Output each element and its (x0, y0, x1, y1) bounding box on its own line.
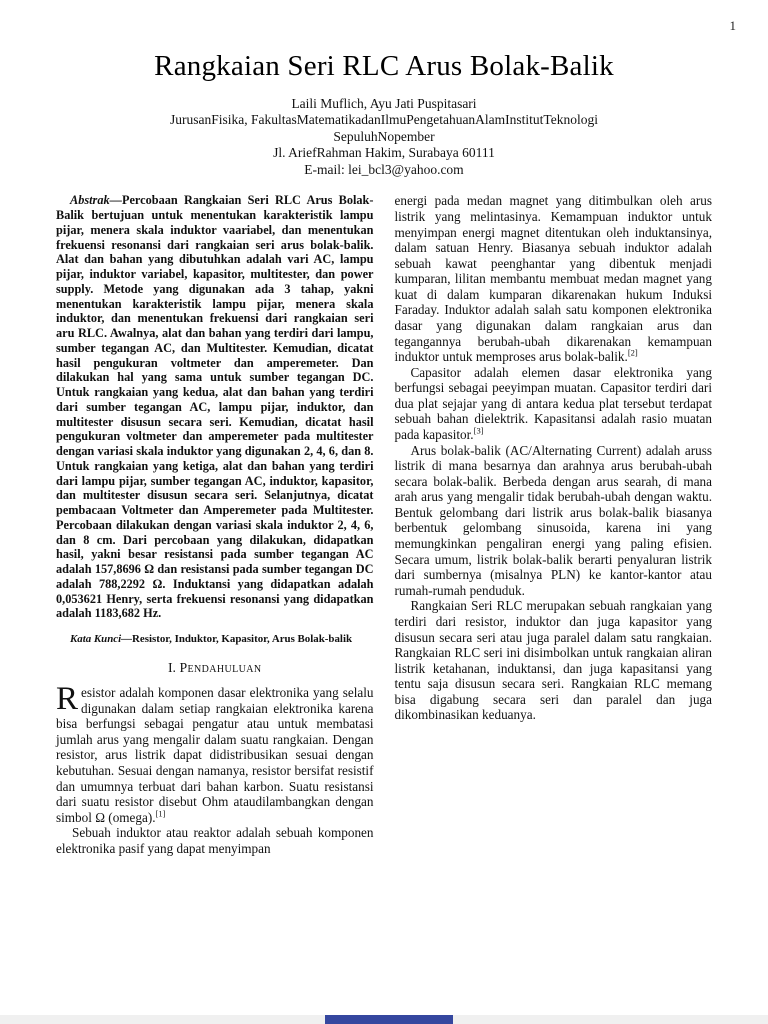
intro-paragraph-5-text: Rangkaian Seri RLC merupakan sebuah rangkaian yang terdiri dari resistor, induktor dan juga kapasitor yang disusun secara seri atau juga paralel dalam satu rangkaian. Rangkaian RLC seri ini disimbolkan untuk rangkaian aliran listrik ketahanan, induktansi, dan juga kapasitansi yang tentu saja disusun secara seri. Rangkaian RLC memang bisa digabung secara seri dan paralel dan juga dikombinasikan keduanya. (394, 598, 712, 723)
viewer-scrollbar-thumb[interactable] (325, 1015, 453, 1024)
email-line: E-mail: lei_bcl3@yahoo.com (304, 161, 464, 177)
address-line: Jl. AriefRahman Hakim, Surabaya 60111 (273, 145, 495, 161)
paper-title: Rangkaian Seri RLC Arus Bolak-Balik (154, 50, 614, 82)
two-column-body (0, 178, 768, 856)
intro-paragraph-3 (395, 365, 713, 443)
intro-paragraph-1-text: esistor adalah komponen dasar elektronika yang selalu digunakan dalam setiap rangkaian elektronika karena bisa berfungsi sebagai pengatur atau untuk membatasi jumlah arus yang mengalir dalam suatu rangkaian. Dengan resistor, arus listrik dapat didistribusikan sesuai dengan kebutuhan. Sesuai dengan namanya, resistor bersifat resistif dan umumnya terbuat dari bahan karbon. Suatu resistansi dari suatu resistor disebut Ohm ataudilambangkan dengan simbol Ω (omega). (56, 685, 374, 825)
intro-paragraph-4-text: Arus bolak-balik (AC/Alternating Current) adalah aruss listrik di mana besarnya dan arahnya arus berubah-ubah secara bolak-balik. Berbeda dengan arus searah, di mana arah arus yang mengalir tidak berubah-ubah dengan waktu. Bentuk gelombang dari listrik arus bolak-balik biasanya berbentuk gelombang sinusoida, karena ini yang memungkinkan pengaliran energi yang paling efisien. Secara umum, listrik bolak-balik berarti penyaluran listrik dari sumbernya (misalnya PLN) ke kantor-kantor atau rumah-rumah penduduk. (394, 442, 712, 598)
page-number: 1 (729, 18, 736, 33)
authors-line: Laili Muflich, Ayu Jati Puspitasari (291, 96, 477, 111)
citation-2: [2] (627, 347, 638, 358)
intro-paragraph-2 (56, 825, 374, 856)
affiliation-line-1: JurusanFisika, FakultasMatematikadanIlmuPengetahuanAlamInstitutTeknologi (170, 112, 598, 128)
column-left (56, 193, 374, 856)
intro-paragraph-2-continued (395, 193, 713, 364)
paper-header (0, 0, 768, 178)
intro-paragraph-1 (56, 681, 374, 825)
keywords-paragraph (56, 633, 374, 646)
citation-3: [3] (473, 425, 484, 436)
section-title: Pendahuluan (179, 660, 262, 676)
keywords-label: Kata Kunci— (70, 633, 133, 646)
abstract-text: Percobaan Rangkaian Seri RLC Arus Bolak-Balik bertujuan untuk menentukan karakteristik lampu pijar, menera skala induktor vaariabel, dan menentukan frekuensi resonansi dari rangkaian seri arus bolak-balik. Alat dan bahan yang dibutuhkan adalah vari AC, lampu pijar, induktor variabel, kapasitor, multitester, dan power supply. Metode yang digunakan ada 3 tahap, yakni menentukan karakteristik lampu pijar, menera skala induktor, dan menentukan frekuensi dari rangkaian seri aru RLC. Awalnya, alat dan bahan yang terdiri dari lampu, sumber tegangan AC, dan Multitester. Kemudian, dicatat hasil pengukuran voltmeter dan amperemeter. Dan dilakukan hal yang sama untuk sumber tegangan DC. Untuk rangkaian yang kedua, alat dan bahan yang terdiri dari sumber tegangan AC, lampu pijar, induktor, dan multitester disusun secara seri. Kemudian, dicatat hasil pengukuran voltmeter dan amperemeter pada multitester dengan variasi skala induktor yang digunakan 2, 4, 6, dan 8. Untuk rangkaian yang ketiga, alat dan bahan yang terdiri dari lampu pijar, sumber tegangan AC, induktor, kapasitor, dan multitester disusun secara seri. Selanjutnya, dicatat pembacaan Voltmeter dan Amperemeter pada Multitester. Percobaan dilakukan dengan variasi skala induktor 2, 4, 6, dan 8 cm. Dari percobaan yang dilakukan, didapatkan hasil, yakni besar resistansi pada sumber tegangan AC adalah 157,8696 Ω dan resistansi pada sumber tegangan DC adalah 788,2292 Ω. Induktansi yang didapatkan adalah 0,053621 Henry, serta frekuensi resonansi yang didapatkan adalah 1183,682 Hz. (56, 193, 374, 621)
drop-cap: R (56, 681, 79, 718)
section-heading-introduction (56, 660, 374, 676)
abstract-label: Abstrak— (70, 193, 122, 208)
citation-1: [1] (155, 808, 166, 819)
intro-paragraph-3-text: Capasitor adalah elemen dasar elektronika yang berfungsi sebagai peeyimpan muatan. Capasitor terdiri dari dua plat sejajar yang di antara kedua plat tersebut terdapat sebuah bahan dielektrik. Kapasitansi adalah rasio muatan pada kapasitor. (394, 364, 712, 443)
column-right (395, 193, 713, 856)
intro-paragraph-4 (395, 443, 713, 599)
intro-paragraph-5 (395, 598, 713, 723)
intro-paragraph-2-continued-text: energi pada medan magnet yang ditimbulkan oleh arus listrik yang melintasinya. Kemampuan induktor untuk menyimpan energi magnet ditentukan oleh induktansinya, dalam satuan Henry. Biasanya sebuah induktor adalah sebuah kawat peenghantar yang dibentuk menjadi kumparan, lilitan membantu membuat medan magnet yang kuat di dalam kumparan dikarenakan hukum Induksi Faraday. Induktor adalah salah satu komponen elektronika dasar yang digunakan dalam rangkaian arus dan tegangannya berubah-ubah dikarenakan kemampuan induktor untuk memproses arus bolak-balik. (394, 193, 712, 365)
viewer-scrollbar-track[interactable] (0, 1015, 768, 1024)
section-number: I. (167, 660, 176, 676)
intro-paragraph-2-text: Sebuah induktor atau reaktor adalah sebuah komponen elektronika pasif yang dapat menyimpan (56, 825, 374, 856)
abstract-paragraph (56, 193, 374, 621)
keywords-text: Resistor, Induktor, Kapasitor, Arus Bolak-balik (132, 633, 353, 646)
affiliation-line-2: SepuluhNopember (333, 128, 435, 144)
